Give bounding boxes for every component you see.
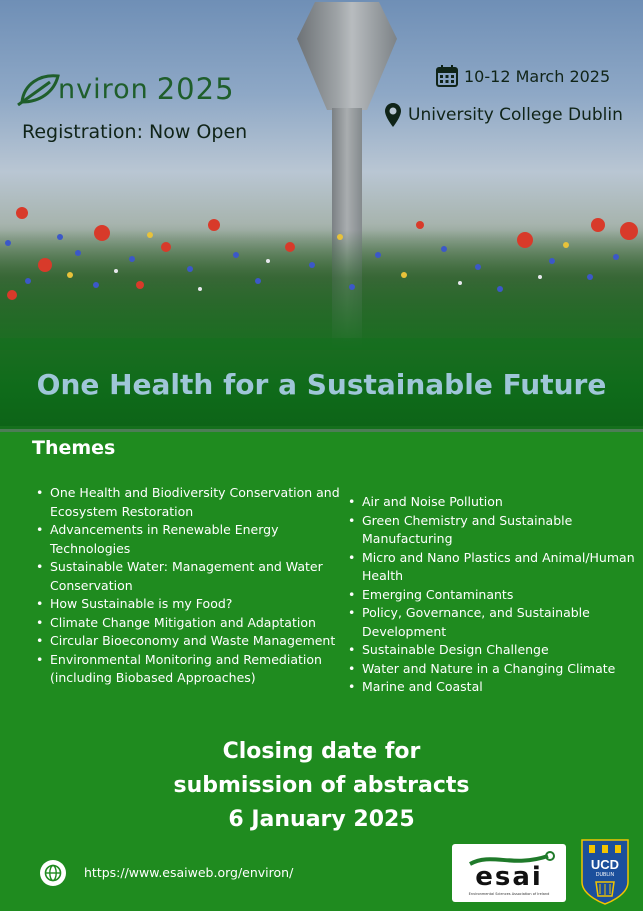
theme-item: • Policy, Governance, and Sustainable Development: [348, 604, 638, 641]
ucd-logo: [580, 838, 630, 906]
themes-title: Themes: [32, 437, 116, 459]
ucd-logo-subtitle: DUBLIN: [595, 872, 615, 878]
theme-item: • Green Chemistry and Sustainable Manufacturing: [348, 512, 638, 549]
event-logo: [16, 72, 235, 106]
headline: One Health for a Sustainable Future: [36, 368, 607, 401]
event-brand-name: nviron: [58, 73, 149, 105]
theme-item: • Emerging Contaminants: [348, 586, 638, 605]
event-venue: [384, 102, 623, 128]
closing-date-notice: [0, 735, 643, 837]
theme-item: • Sustainable Water: Management and Water Conservation: [36, 558, 346, 595]
water-tower-top: [297, 2, 397, 110]
website-link[interactable]: https://www.esaiweb.org/environ/: [84, 865, 294, 880]
theme-item: • Sustainable Design Challenge: [348, 641, 638, 660]
theme-item: • Micro and Nano Plastics and Animal/Human Health: [348, 549, 638, 586]
themes-list-left: [36, 484, 346, 688]
venue-text: University College Dublin: [408, 105, 623, 125]
closing-line-1: Closing date for: [222, 739, 421, 764]
theme-item: • Environmental Monitoring and Remediation (including Biobased Approaches): [36, 651, 346, 688]
theme-item: • One Health and Biodiversity Conservation and Ecosystem Restoration: [36, 484, 346, 521]
theme-item: • Marine and Coastal: [348, 678, 638, 697]
date-text: 10-12 March 2025: [464, 66, 611, 86]
theme-item: • Circular Bioeconomy and Waste Management: [36, 632, 346, 651]
theme-item: • Air and Noise Pollution: [348, 493, 638, 512]
themes-list-right: [348, 493, 638, 697]
registration-status: Registration: Now Open: [22, 121, 248, 143]
theme-item: • Advancements in Renewable Energy Technologies: [36, 521, 346, 558]
ucd-logo-text: UCD: [590, 857, 620, 872]
closing-date: 6 January 2025: [228, 807, 415, 832]
theme-item: • Climate Change Mitigation and Adaptation: [36, 614, 346, 633]
wildflowers: [0, 185, 643, 345]
calendar-icon: [436, 65, 458, 87]
location-pin-icon: [384, 102, 402, 128]
esai-logo: [452, 844, 566, 902]
theme-item: • Water and Nature in a Changing Climate: [348, 660, 638, 679]
globe-icon: [40, 860, 66, 886]
theme-item: • How Sustainable is my Food?: [36, 595, 346, 614]
closing-line-2: submission of abstracts: [173, 773, 470, 798]
event-year: 2025: [156, 72, 235, 106]
esai-logo-text: esai: [475, 862, 543, 892]
leaf-icon: [16, 72, 62, 106]
esai-logo-subtitle: Environmental Sciences Association of Ireland: [468, 892, 550, 896]
event-dates: [436, 65, 610, 87]
